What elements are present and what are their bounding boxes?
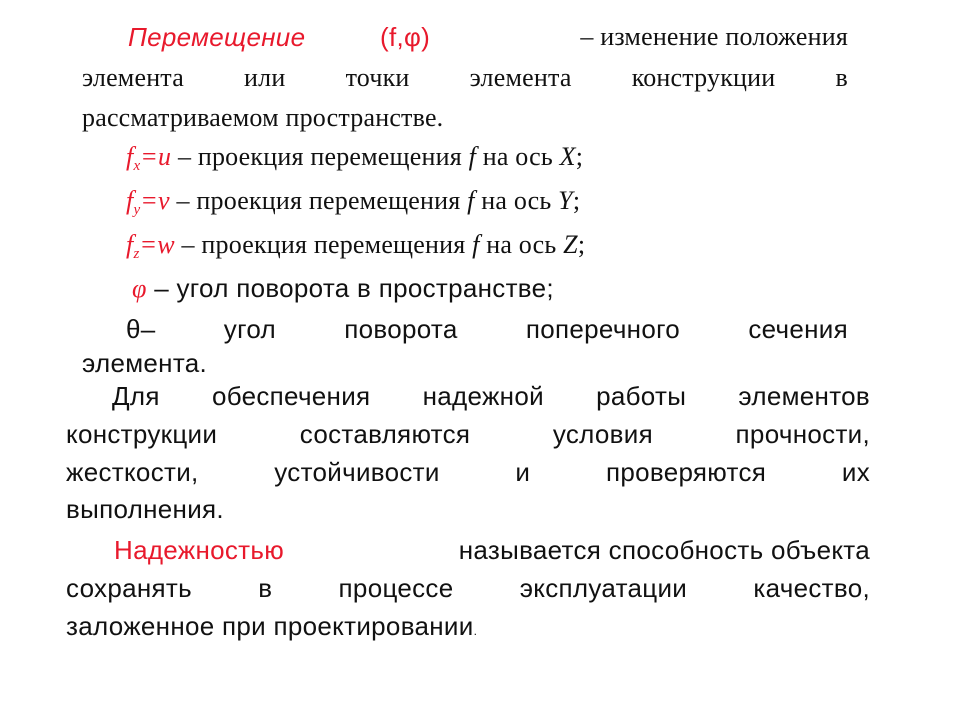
reliability-line-1: Для обеспечения надежной работы элементов [112,381,870,411]
projection-axis-text: на ось [474,186,559,215]
projection-subscript: y [133,202,141,218]
projection-x [126,142,583,172]
projection-text: – проекция перемещения [174,230,473,259]
definition-line-1-rest: называется способность объекта [458,535,870,565]
term-reliability: Надежностью [114,535,285,565]
definition-line-2: сохранять в процессе эксплуатации качество, [66,573,870,603]
projection-text: – проекция перемещения [169,186,468,215]
projection-equation: =v [140,186,170,215]
projection-equation: =u [140,142,172,171]
phi-line [132,273,554,304]
reliability-line-2: конструкции составляются условия прочности, [66,419,870,449]
projection-equation: =w [139,230,175,259]
definition-line-3 [66,611,477,642]
projection-y [126,186,580,216]
projection-f: f [126,142,134,171]
projection-axis-text: на ось [479,230,564,259]
projection-f: f [126,230,134,259]
intro-line-2: элемента или точки элемента конструкции в [82,63,848,92]
projection-axis: Z [563,230,578,259]
projection-f-inline: f [467,186,475,215]
projection-f: f [126,186,134,215]
projection-f-inline: f [472,230,480,259]
projection-end: ; [575,142,584,171]
theta-line-1: θ– угол поворота поперечного сечения [126,314,848,344]
term-displacement: Перемещение [128,22,306,52]
intro-line-3: рассматриваемом пространстве. [82,103,444,132]
displacement-symbol: (f,φ) [380,22,431,52]
reliability-line-3: жесткости, устойчивости и проверяются их [66,457,870,487]
projection-f-inline: f [468,142,477,171]
projection-z [126,230,585,260]
projection-subscript: z [133,246,140,262]
definition-line-3-text: заложенное при проектировании [66,611,474,641]
projection-end: ; [572,186,581,215]
reliability-line-4: выполнения. [66,494,224,524]
projection-axis: X [559,142,576,171]
projection-axis-text: на ось [476,142,560,171]
projection-text: – проекция перемещения [171,142,469,171]
phi-text: – угол поворота в пространстве; [146,273,554,303]
projection-end: ; [577,230,586,259]
phi-symbol: φ [132,274,147,303]
theta-line-2: элемента. [82,348,208,378]
intro-line-1-rest: – изменение положения [580,22,848,51]
projection-subscript: x [133,158,141,174]
definition-end: . [473,624,478,638]
projection-axis: Y [558,186,573,215]
